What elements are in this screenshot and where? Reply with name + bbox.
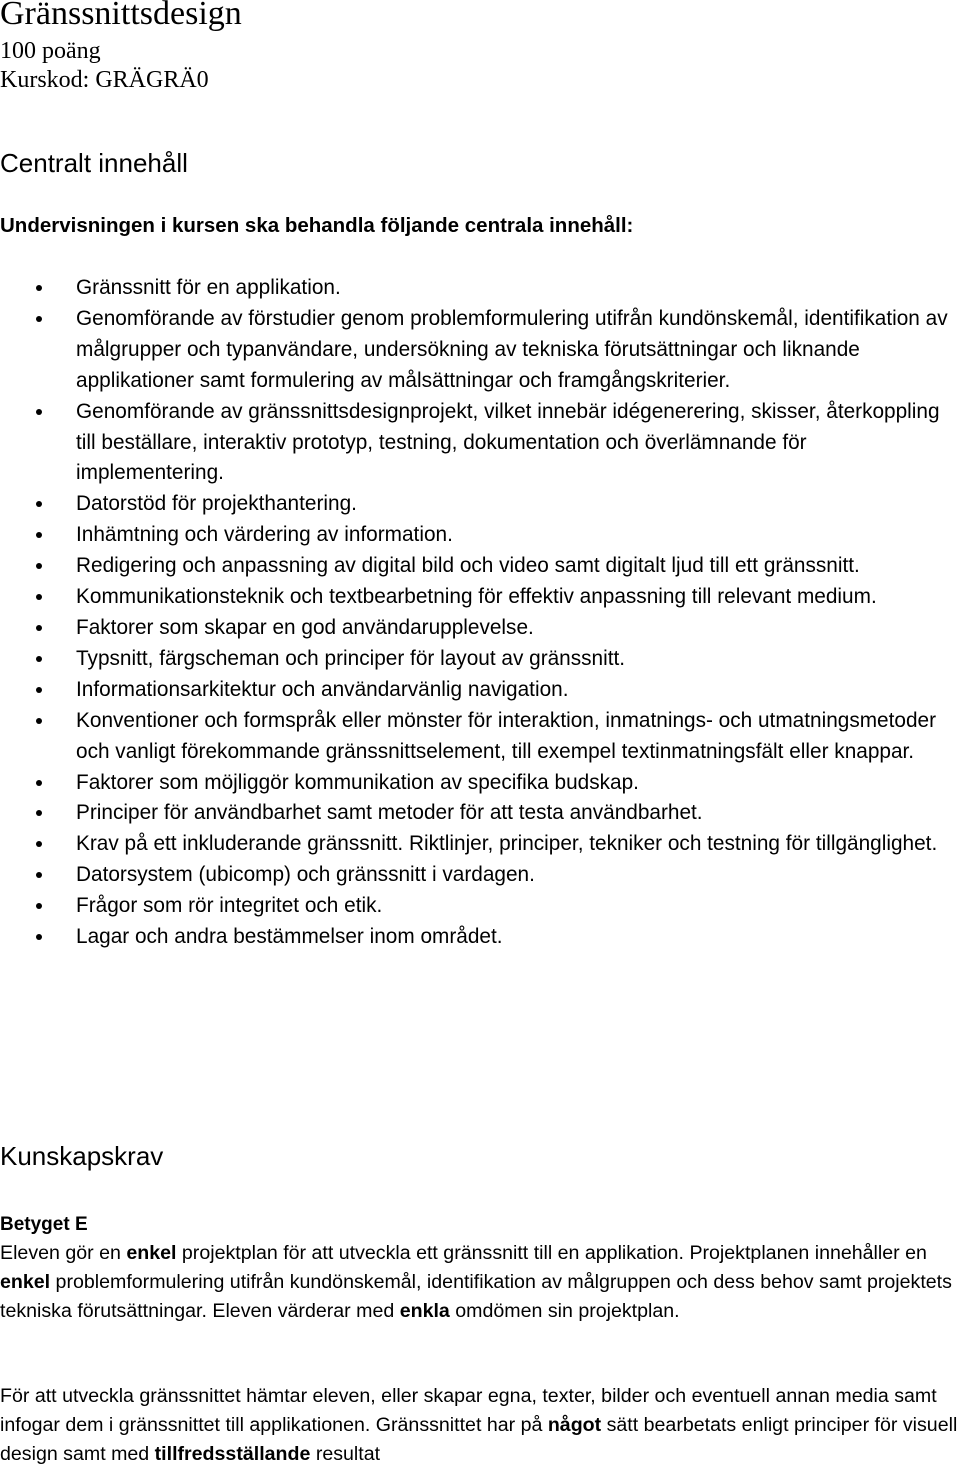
bullet-icon — [36, 285, 42, 291]
text-run: projektplan för att utveckla ett gränssnitt till en applikation. Projektplanen innehåller en — [176, 1242, 927, 1264]
list-item-text: Faktorer som skapar en god användarupplevelse. — [76, 615, 534, 639]
emphasis-word: något — [547, 1413, 602, 1436]
grade-e-paragraph-1 — [0, 1239, 960, 1325]
text-run: För att utveckla gränssnittet hämtar eleven, eller skapar egna, texter, bilder och eventuell annan media samt infogar dem i gränssnittet till applikationen. Gränssnittet har på — [0, 1385, 937, 1436]
list-item — [0, 675, 960, 706]
bullet-icon — [36, 841, 42, 847]
list-item-text: Gränssnitt för en applikation. — [76, 276, 341, 299]
list-item — [0, 273, 960, 304]
list-item — [0, 551, 960, 582]
list-item-text: Informationsarkitektur och användarvänlig navigation. — [76, 677, 569, 701]
list-item-text: Typsnitt, färgscheman och principer för layout av gränssnitt. — [76, 646, 626, 670]
list-item — [0, 397, 960, 490]
emphasis-word: enkel — [126, 1242, 177, 1264]
grade-e-paragraph-2 — [0, 1382, 960, 1468]
bullet-icon — [36, 810, 42, 816]
course-code: Kurskod: GRÄGRÄ0 — [0, 67, 209, 93]
bullet-icon — [36, 532, 42, 538]
emphasis-word: tillfredsställande — [154, 1442, 311, 1465]
list-item-text: Faktorer som möjliggör kommunikation av specifika budskap. — [76, 770, 639, 794]
text-run: omdömen sin projektplan. — [449, 1299, 680, 1322]
list-item — [0, 798, 960, 829]
bullet-icon — [36, 872, 42, 878]
course-title: Gränssnittsdesign — [0, 0, 242, 32]
list-item-text: Datorstöd för projekthantering. — [76, 492, 357, 516]
course-points: 100 poäng — [0, 38, 101, 64]
list-item-text: Lagar och andra bestämmelser inom området. — [76, 925, 503, 949]
list-item-text: Konventioner och formspråk eller mönster för interaktion, inmatnings- och utmatningsmetoder och vanligt förekommande gränssnittselement, till exempel textinmatningsfält eller knappar. — [76, 708, 937, 763]
bullet-icon — [36, 501, 42, 507]
bullet-icon — [36, 687, 42, 693]
list-item — [0, 706, 960, 768]
bullet-icon — [36, 625, 42, 631]
list-item — [0, 891, 960, 922]
list-item-text: Genomförande av gränssnittsdesignprojekt, vilket innebär idégenerering, skisser, återkoppling till beställare, interaktiv prototyp, testning, dokumentation och överlämnande för implementering. — [76, 399, 940, 485]
text-run: sätt bearbetats enligt principer för visuell design samt med — [0, 1413, 958, 1465]
central-content-list — [0, 273, 960, 953]
list-item — [0, 520, 960, 551]
text-run: Eleven gör en — [0, 1242, 127, 1264]
list-item-text: Genomförande av förstudier genom problemformulering utifrån kundönskemål, identifikation av målgrupper och typanvändare, undersökning av tekniska förutsättningar och liknande applikationer samt formulering av målsättningar och framgångskriterier. — [76, 306, 948, 392]
list-item-text: Frågor som rör integritet och etik. — [76, 894, 383, 918]
text-run: resultat — [310, 1442, 381, 1465]
list-item — [0, 922, 960, 953]
bullet-icon — [36, 563, 42, 569]
bullet-icon — [36, 656, 42, 662]
list-item — [0, 644, 960, 675]
bullet-icon — [36, 594, 42, 600]
emphasis-word: enkel — [0, 1270, 51, 1293]
grade-e-heading: Betyget E — [0, 1214, 88, 1235]
knowledge-requirements-heading: Kunskapskrav — [0, 1141, 164, 1171]
emphasis-word: enkla — [399, 1299, 450, 1322]
bullet-icon — [36, 903, 42, 909]
list-item — [0, 582, 960, 613]
bullet-icon — [36, 718, 42, 724]
list-item-text: Principer för användbarhet samt metoder för att testa användbarhet. — [76, 801, 703, 825]
list-item — [0, 860, 960, 891]
list-item-text: Kommunikationsteknik och textbearbetning för effektiv anpassning till relevant medium. — [76, 585, 877, 609]
list-item — [0, 829, 960, 860]
list-item — [0, 489, 960, 520]
bullet-icon — [36, 934, 42, 940]
list-item-text: Redigering och anpassning av digital bild och video samt digitalt ljud till ett gränssnitt. — [76, 554, 860, 578]
list-item-text: Inhämtning och värdering av information. — [76, 523, 453, 547]
list-item-text: Krav på ett inkluderande gränssnitt. Riktlinjer, principer, tekniker och testning för tillgänglighet. — [76, 832, 938, 856]
list-item — [0, 304, 960, 397]
list-item — [0, 768, 960, 799]
list-item-text: Datorsystem (ubicomp) och gränssnitt i vardagen. — [76, 863, 535, 887]
bullet-icon — [36, 316, 42, 322]
central-content-intro: Undervisningen i kursen ska behandla följande centrala innehåll: — [0, 214, 634, 237]
bullet-icon — [36, 780, 42, 786]
bullet-icon — [36, 409, 42, 415]
central-content-heading: Centralt innehåll — [0, 148, 188, 178]
text-run: problemformulering utifrån kundönskemål, identifikation av målgruppen och dess behov samt projektets tekniska förutsättningar. Eleven värderar med — [0, 1270, 952, 1322]
list-item — [0, 613, 960, 644]
